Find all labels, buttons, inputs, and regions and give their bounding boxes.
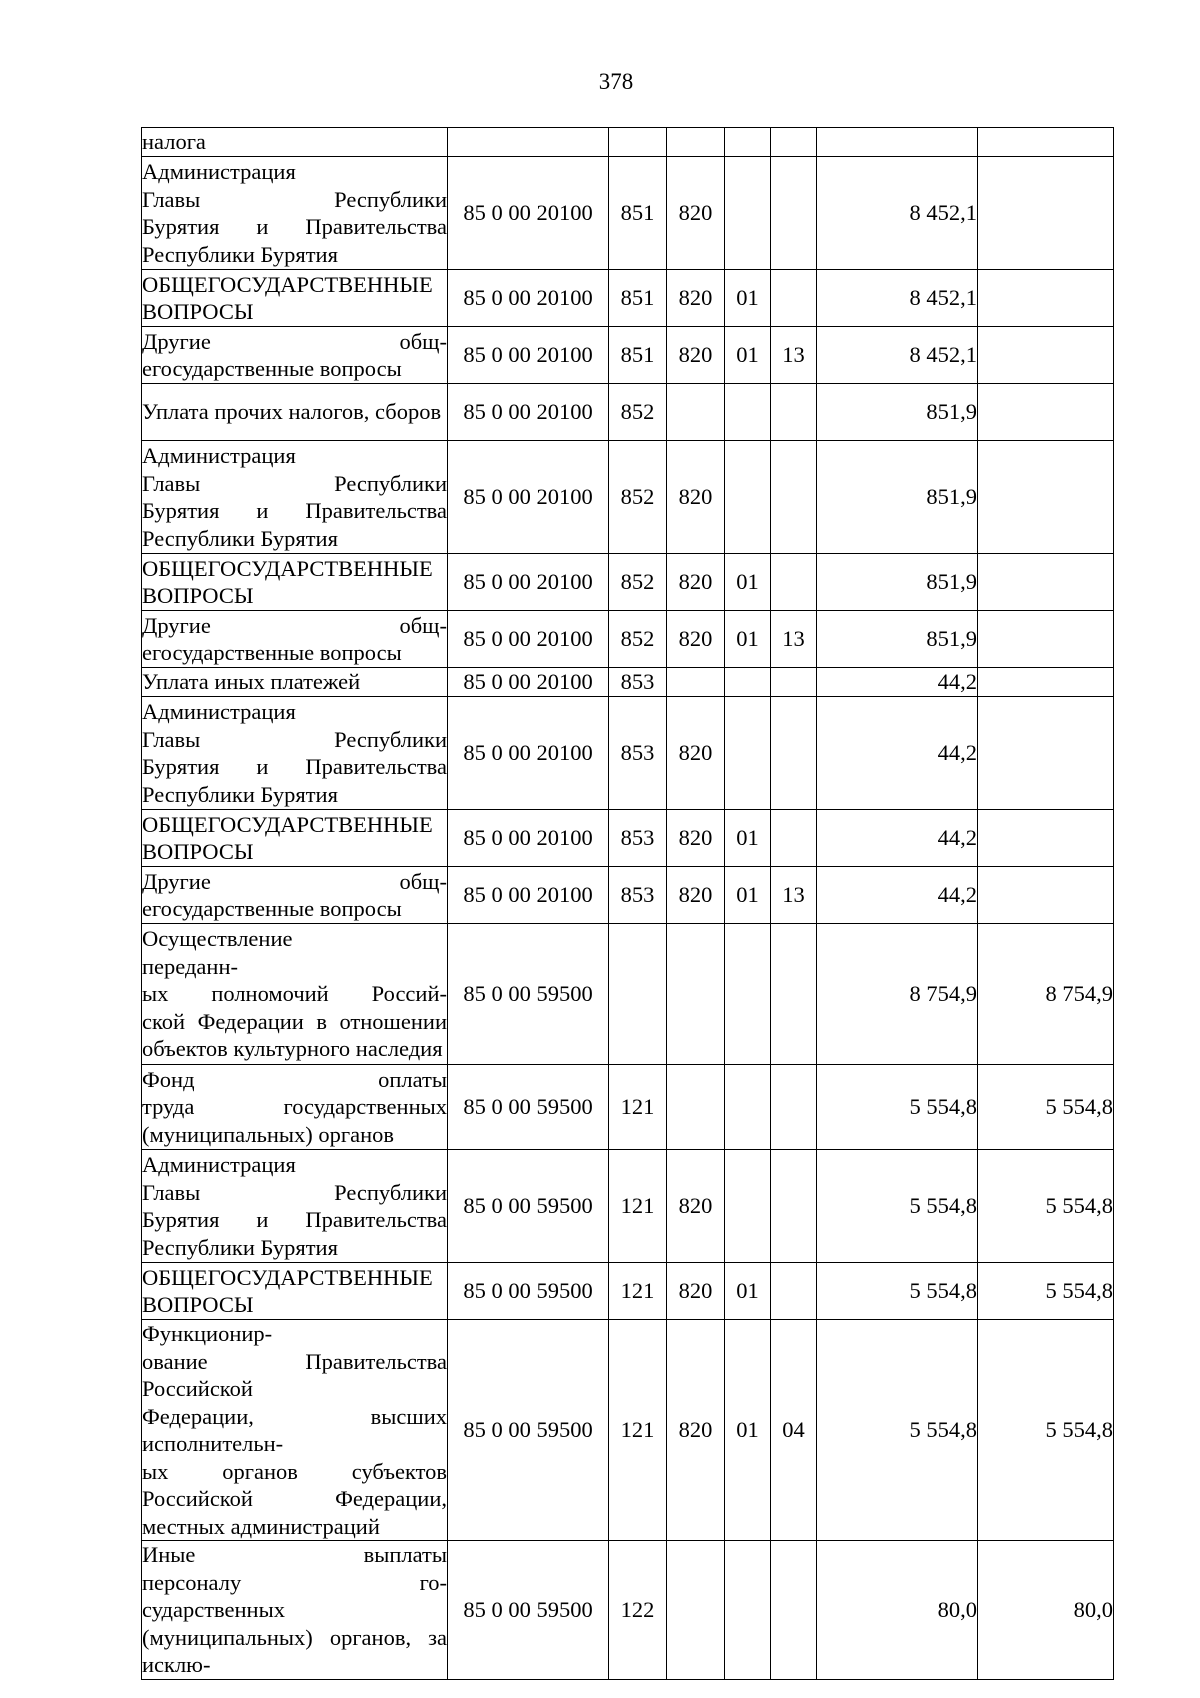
row-name: ОБЩЕГОСУДАРСТВЕННЫЕ ВОПРОСЫ (142, 270, 448, 327)
subsection-code (771, 810, 817, 867)
amount-federal (978, 867, 1114, 924)
page-number: 378 (598, 69, 634, 94)
subsection-code (771, 1065, 817, 1150)
subsection-code: 13 (771, 327, 817, 384)
amount-federal: 5 554,8 (978, 1065, 1114, 1150)
table-row (142, 327, 1114, 384)
expense-type-code: 853 (609, 810, 667, 867)
table-row (142, 157, 1114, 270)
subsection-code (771, 924, 817, 1065)
table-row (142, 554, 1114, 611)
table-row (142, 441, 1114, 554)
amount-total: 44,2 (817, 867, 978, 924)
table-row (142, 1150, 1114, 1263)
subsection-code (771, 668, 817, 697)
expense-type-code: 851 (609, 270, 667, 327)
amount-total: 851,9 (817, 384, 978, 441)
ministry-code (667, 924, 725, 1065)
expense-type-code: 851 (609, 157, 667, 270)
target-article-code: 85 0 00 20100 (448, 697, 609, 810)
amount-federal (978, 441, 1114, 554)
amount-total: 5 554,8 (817, 1320, 978, 1541)
amount-federal (978, 810, 1114, 867)
subsection-code: 13 (771, 611, 817, 668)
row-name: Администрация Главы Республики Бурятия и Правительства Республики Бурятия (142, 1150, 448, 1263)
ministry-code: 820 (667, 157, 725, 270)
row-name: Иные выплаты персоналу го- сударственных (муниципальных) органов, за исклю- (142, 1542, 447, 1677)
amount-total: 44,2 (817, 697, 978, 810)
row-name: ОБЩЕГОСУДАРСТВЕННЫЕ ВОПРОСЫ (142, 810, 448, 867)
subsection-code (771, 128, 817, 157)
amount-total: 8 754,9 (817, 924, 978, 1065)
table-row (142, 270, 1114, 327)
amount-federal: 5 554,8 (978, 1150, 1114, 1263)
expense-type-code: 121 (609, 1150, 667, 1263)
section-code: 01 (725, 554, 771, 611)
section-code: 01 (725, 611, 771, 668)
amount-federal: 5 554,8 (978, 1263, 1114, 1320)
amount-federal (978, 270, 1114, 327)
row-name: Администрация Главы Республики Бурятия и Правительства Республики Бурятия (142, 157, 448, 270)
target-article-code: 85 0 00 59500 (448, 1320, 609, 1541)
amount-total: 851,9 (817, 611, 978, 668)
target-article-code (448, 128, 609, 157)
target-article-code: 85 0 00 59500 (448, 1541, 609, 1680)
section-code (725, 384, 771, 441)
amount-federal: 80,0 (978, 1541, 1114, 1680)
row-name: налога (142, 128, 448, 157)
amount-federal (978, 697, 1114, 810)
target-article-code: 85 0 00 59500 (448, 1150, 609, 1263)
row-name: Другие общ- егосударственные вопросы (142, 327, 448, 384)
target-article-code: 85 0 00 20100 (448, 611, 609, 668)
section-code (725, 441, 771, 554)
expense-type-code: 853 (609, 668, 667, 697)
amount-total: 8 452,1 (817, 270, 978, 327)
expense-type-code: 122 (609, 1541, 667, 1680)
table-row (142, 384, 1114, 441)
target-article-code: 85 0 00 59500 (448, 924, 609, 1065)
row-name: Функционир- ование Правительства Российской Федерации, высших исполнительн- ых органов субъектов Российской Федерации, местных администраций (142, 1321, 447, 1539)
ministry-code (667, 1065, 725, 1150)
amount-total: 8 452,1 (817, 157, 978, 270)
table-row (142, 697, 1114, 810)
target-article-code: 85 0 00 59500 (448, 1263, 609, 1320)
section-code (725, 1541, 771, 1680)
subsection-code (771, 554, 817, 611)
table-row (142, 611, 1114, 668)
amount-federal (978, 668, 1114, 697)
row-name: Другие общ- егосударственные вопросы (142, 611, 448, 668)
expense-type-code: 852 (609, 384, 667, 441)
subsection-code (771, 697, 817, 810)
ministry-code: 820 (667, 810, 725, 867)
table-row (142, 668, 1114, 697)
row-name: Уплата прочих налогов, сборов (142, 384, 448, 441)
section-code (725, 1065, 771, 1150)
row-name: ОБЩЕГОСУДАРСТВЕННЫЕ ВОПРОСЫ (142, 1263, 448, 1320)
table-row (142, 1263, 1114, 1320)
expense-type-code: 851 (609, 327, 667, 384)
ministry-code (667, 668, 725, 697)
ministry-code: 820 (667, 611, 725, 668)
row-name: Другие общ- егосударственные вопросы (142, 867, 448, 924)
amount-federal (978, 128, 1114, 157)
ministry-code: 820 (667, 441, 725, 554)
table-row (142, 1320, 1114, 1541)
ministry-code: 820 (667, 697, 725, 810)
amount-total: 5 554,8 (817, 1263, 978, 1320)
row-name: Администрация Главы Республики Бурятия и Правительства Республики Бурятия (142, 441, 448, 554)
target-article-code: 85 0 00 59500 (448, 1065, 609, 1150)
amount-total: 8 452,1 (817, 327, 978, 384)
table-row (142, 810, 1114, 867)
amount-total: 851,9 (817, 441, 978, 554)
ministry-code: 820 (667, 554, 725, 611)
row-name: ОБЩЕГОСУДАРСТВЕННЫЕ ВОПРОСЫ (142, 554, 448, 611)
subsection-code (771, 1150, 817, 1263)
expense-type-code: 121 (609, 1263, 667, 1320)
subsection-code (771, 1541, 817, 1680)
subsection-code: 13 (771, 867, 817, 924)
amount-federal (978, 327, 1114, 384)
section-code: 01 (725, 1263, 771, 1320)
amount-federal (978, 611, 1114, 668)
target-article-code: 85 0 00 20100 (448, 554, 609, 611)
expense-type-code: 121 (609, 1320, 667, 1541)
amount-federal: 8 754,9 (978, 924, 1114, 1065)
table-row (142, 924, 1114, 1065)
amount-total: 5 554,8 (817, 1150, 978, 1263)
amount-federal (978, 384, 1114, 441)
target-article-code: 85 0 00 20100 (448, 810, 609, 867)
expense-type-code: 853 (609, 867, 667, 924)
section-code (725, 157, 771, 270)
amount-federal (978, 554, 1114, 611)
row-name: Администрация Главы Республики Бурятия и Правительства Республики Бурятия (142, 697, 448, 810)
section-code: 01 (725, 270, 771, 327)
amount-total: 80,0 (817, 1541, 978, 1680)
expense-type-code: 852 (609, 441, 667, 554)
expense-type-code (609, 924, 667, 1065)
expense-type-code: 853 (609, 697, 667, 810)
target-article-code: 85 0 00 20100 (448, 270, 609, 327)
amount-total: 44,2 (817, 810, 978, 867)
table-row (142, 1541, 1114, 1680)
ministry-code: 820 (667, 867, 725, 924)
section-code: 01 (725, 327, 771, 384)
expense-type-code: 852 (609, 554, 667, 611)
ministry-code (667, 128, 725, 157)
row-name: Осуществление переданн- ых полномочий Россий- ской Федерации в отношении объектов культурного наследия (142, 924, 448, 1065)
section-code: 01 (725, 867, 771, 924)
ministry-code: 820 (667, 1263, 725, 1320)
table-row (142, 867, 1114, 924)
amount-total: 5 554,8 (817, 1065, 978, 1150)
ministry-code: 820 (667, 327, 725, 384)
expense-type-code: 121 (609, 1065, 667, 1150)
row-name: Фонд оплаты труда государственных (муниципальных) органов (142, 1065, 448, 1150)
expense-type-code: 852 (609, 611, 667, 668)
subsection-code (771, 441, 817, 554)
section-code (725, 697, 771, 810)
section-code (725, 128, 771, 157)
subsection-code (771, 1263, 817, 1320)
subsection-code: 04 (771, 1320, 817, 1541)
target-article-code: 85 0 00 20100 (448, 157, 609, 270)
table-row (142, 1065, 1114, 1150)
amount-total: 44,2 (817, 668, 978, 697)
ministry-code: 820 (667, 270, 725, 327)
section-code: 01 (725, 1320, 771, 1541)
table-row (142, 128, 1114, 157)
section-code: 01 (725, 810, 771, 867)
budget-table (141, 127, 1114, 1680)
section-code (725, 1150, 771, 1263)
subsection-code (771, 384, 817, 441)
amount-federal (978, 157, 1114, 270)
amount-total (817, 128, 978, 157)
ministry-code (667, 1541, 725, 1680)
amount-federal: 5 554,8 (978, 1320, 1114, 1541)
subsection-code (771, 270, 817, 327)
target-article-code: 85 0 00 20100 (448, 384, 609, 441)
target-article-code: 85 0 00 20100 (448, 867, 609, 924)
ministry-code: 820 (667, 1150, 725, 1263)
target-article-code: 85 0 00 20100 (448, 327, 609, 384)
amount-total: 851,9 (817, 554, 978, 611)
section-code (725, 924, 771, 1065)
subsection-code (771, 157, 817, 270)
row-name: Уплата иных платежей (142, 668, 448, 697)
expense-type-code (609, 128, 667, 157)
section-code (725, 668, 771, 697)
target-article-code: 85 0 00 20100 (448, 668, 609, 697)
ministry-code: 820 (667, 1320, 725, 1541)
target-article-code: 85 0 00 20100 (448, 441, 609, 554)
ministry-code (667, 384, 725, 441)
